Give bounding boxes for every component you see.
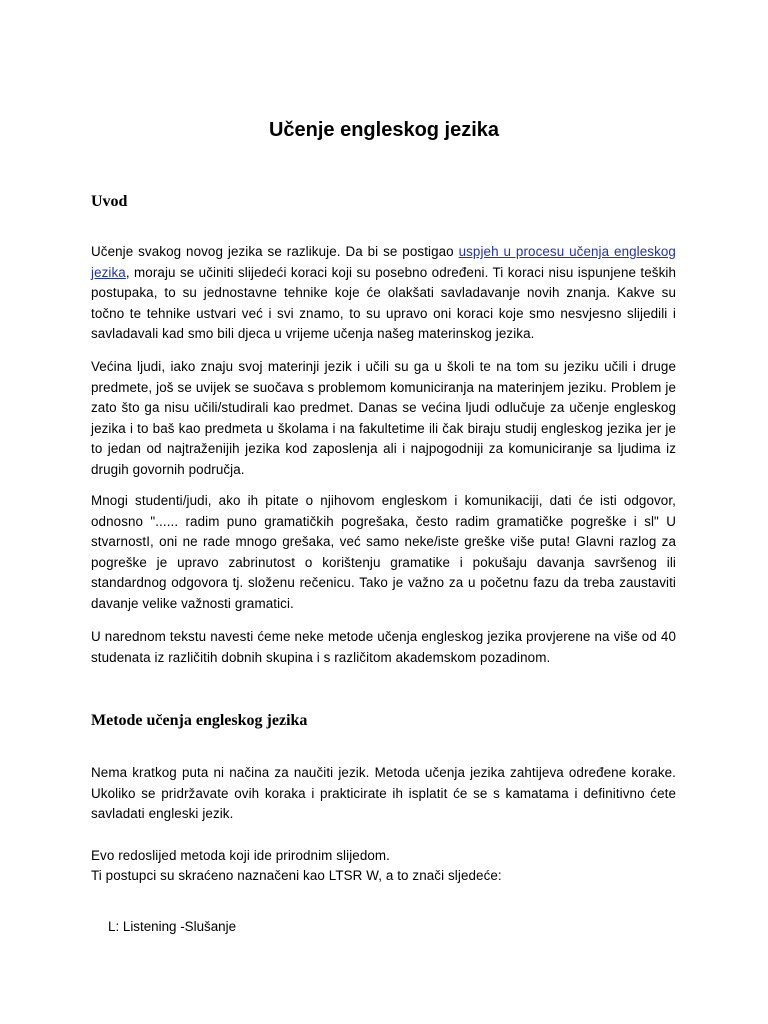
methods-heading: Metode učenja engleskog jezika <box>91 712 308 729</box>
methods-order-line: Evo redoslijed metoda koji ide prirodnim slijedom. <box>91 848 390 863</box>
intro-paragraph-3: Mnogi studenti/judi, ako ih pitate o njihovom engleskom i komunikaciji, dati će isti odgovor, odnosno "...... radim puno gramatičkih pogrešaka, često radim gramatičke pogreške i sl" U stvarnostI, oni ne rade mnogo grešaka, već samo neke/iste greške više puta! Glavni razlog za pogreške je upravo zabrinutost o korištenju gramatike i pokušaju davanja savršenog ili standardnog odgovora tj. složenu rečenicu. Tako je važno za u početnu fazu da treba zaustaviti davanje velike važnosti gramatici. <box>91 493 676 611</box>
intro-paragraph-4: U narednom tekstu navesti ćeme neke metode učenja engleskog jezika provjerene na više od 40 studenata iz različitih dobnih skupina i s različitom akademskom pozadinom. <box>91 629 676 665</box>
methods-abbreviation-line: Ti postupci su skraćeno naznačeni kao LTSR W, a to znači sljedeće: <box>91 868 502 883</box>
list-item-listening: L: Listening -Slušanje <box>108 919 237 934</box>
methods-paragraph-1: Nema kratkog puta ni načina za naučiti jezik. Metoda učenja jezika zahtijeva određene korake. Ukoliko se pridržavate ovih koraka i prakticirate ih isplatit će se s kamatama i definitivno ćete savladati engleski jezik. <box>91 765 676 822</box>
learning-success-link[interactable]: uspjeh u procesu učenja engleskog jezika <box>91 244 676 280</box>
document-title: Učenje engleskog jezika <box>268 119 500 141</box>
intro-heading: Uvod <box>91 193 128 210</box>
intro-paragraph-2: Većina ljudi, iako znaju svoj materinji jezik i učili su ga u školi te na tom su jeziku učili i druge predmete, još se uvijek se suočava s problemom komuniciranja na materinjem jeziku. Problem je zato što ga nisu učili/studirali kao predmet. Danas se većina ljudi odlučuje za učenje engleskog jezika i to baš kao predmeta u školama i na fakultetime ili čak biraju studij engleskog jezika jer je to jedan od najtraženijih jezika kod zaposlenja ali i najpogodniji za komuniciranje sa ljudima iz drugih govornih područja. <box>91 359 676 477</box>
intro-paragraph-1 <box>91 242 676 345</box>
paragraph-text: , moraju se učiniti slijedeći koraci koji su posebno određeni. Ti koraci nisu ispunjene teških postupaka, to su jednostavne tehnike koje će olakšati savladavanje novih znanja. Kakve su točno te tehnike ustvari već i svi znamo, to su upravo oni koraci koje smo nesvjesno slijedili i savladavali kad smo bili djeca u vrijeme učenja našeg materinskog jezika. <box>91 264 676 342</box>
paragraph-text: Učenje svakog novog jezika se razlikuje. Da bi se postigao <box>91 244 459 259</box>
